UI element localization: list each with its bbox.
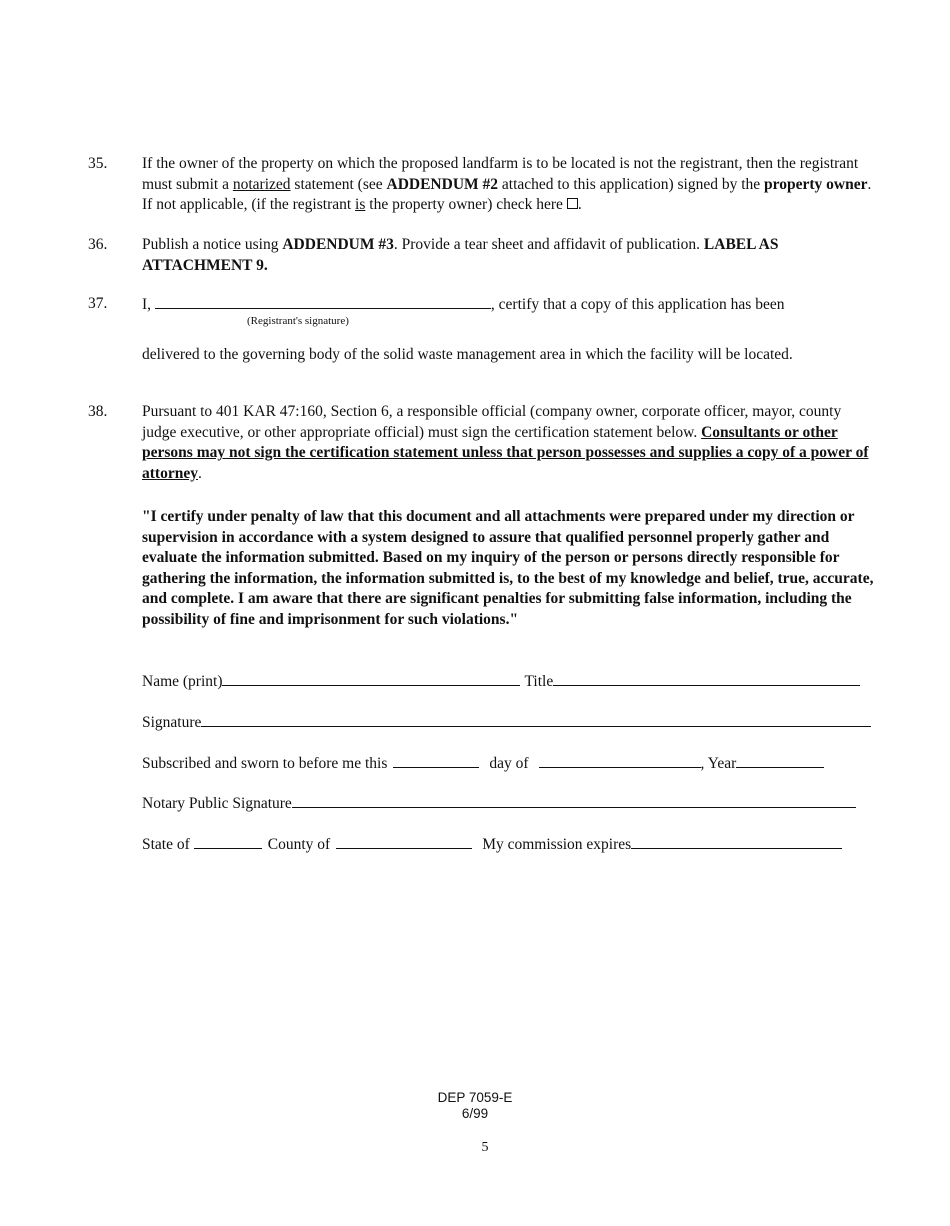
year-label: , Year [700, 755, 737, 772]
item-36 [88, 235, 878, 276]
name-label: Name (print) [142, 673, 223, 690]
form-revision: 6/99 [461, 1106, 489, 1121]
state-field[interactable] [194, 834, 262, 849]
sworn-row [142, 753, 880, 773]
item-number: 36. [88, 236, 108, 253]
county-label: County of [267, 836, 331, 853]
registrant-signature-field[interactable] [155, 294, 491, 309]
item-number: 37. [88, 295, 108, 312]
notary-label: Notary Public Signature [142, 795, 292, 812]
page-number: 5 [481, 1140, 489, 1155]
commission-label: My commission expires [482, 836, 632, 853]
location-row [142, 834, 880, 854]
notary-row [142, 793, 880, 813]
item-35 [88, 154, 878, 216]
item-38 [88, 402, 878, 484]
item-number: 35. [88, 155, 108, 172]
month-field[interactable] [539, 753, 701, 768]
item-37 [88, 294, 878, 316]
title-label: Title [524, 673, 554, 690]
day-field[interactable] [393, 753, 479, 768]
item-text: Pursuant to 401 KAR 47:160, Section 6, a responsible official (company owner, corporate officer, mayor, county judge executive, or other appropriate official) must sign the certification statement below. Consultants or other persons may not sign the certification statement unless that person possesses and supplies a copy of a power of attorney. [142, 403, 869, 482]
name-title-row [142, 671, 880, 691]
state-label: State of [142, 836, 190, 853]
name-field[interactable] [222, 671, 520, 686]
form-number: DEP 7059-E [437, 1090, 513, 1105]
signature-field[interactable] [201, 712, 871, 727]
signature-caption: (Registrant's signature) [247, 315, 349, 327]
item-number: 38. [88, 403, 108, 420]
commission-expires-field[interactable] [631, 834, 842, 849]
signature-label: Signature [142, 714, 202, 731]
item-37-continued: delivered to the governing body of the solid waste management area in which the facility will be located. [142, 346, 793, 363]
day-of-label: day of [489, 755, 529, 772]
title-field[interactable] [553, 671, 860, 686]
not-applicable-checkbox[interactable] [567, 198, 578, 209]
county-field[interactable] [336, 834, 472, 849]
attorney-warning: Consultants or other persons may not sign the certification statement unless that person possesses and supplies a copy of a power of attorney [142, 423, 869, 482]
sworn-label: Subscribed and sworn to before me this [142, 755, 388, 772]
signature-row [142, 712, 880, 732]
item-text: I, , certify that a copy of this application has been [142, 296, 785, 313]
notary-signature-field[interactable] [292, 793, 856, 808]
item-text: If the owner of the property on which the proposed landfarm is to be located is not the registrant, then the registrant must submit a notarized statement (see ADDENDUM #2 attached to this application) signed by the property owner. If not applicable, (if the registrant is the property owner) check here . [142, 155, 872, 213]
item-text: Publish a notice using ADDENDUM #3. Provide a tear sheet and affidavit of publication. LABEL AS ATTACHMENT 9. [142, 236, 779, 274]
year-field[interactable] [736, 753, 824, 768]
certification-statement: "I certify under penalty of law that this document and all attachments were prepared under my direction or supervision in accordance with a system designed to assure that qualified personnel properly gather and evaluate the information submitted. Based on my inquiry of the person or persons directly responsible for gathering the information, the information submitted is, to the best of my knowledge and belief, true, accurate, and complete. I am aware that there are significant penalties for submitting false information, including the possibility of fine and imprisonment for such violations." [142, 508, 874, 628]
